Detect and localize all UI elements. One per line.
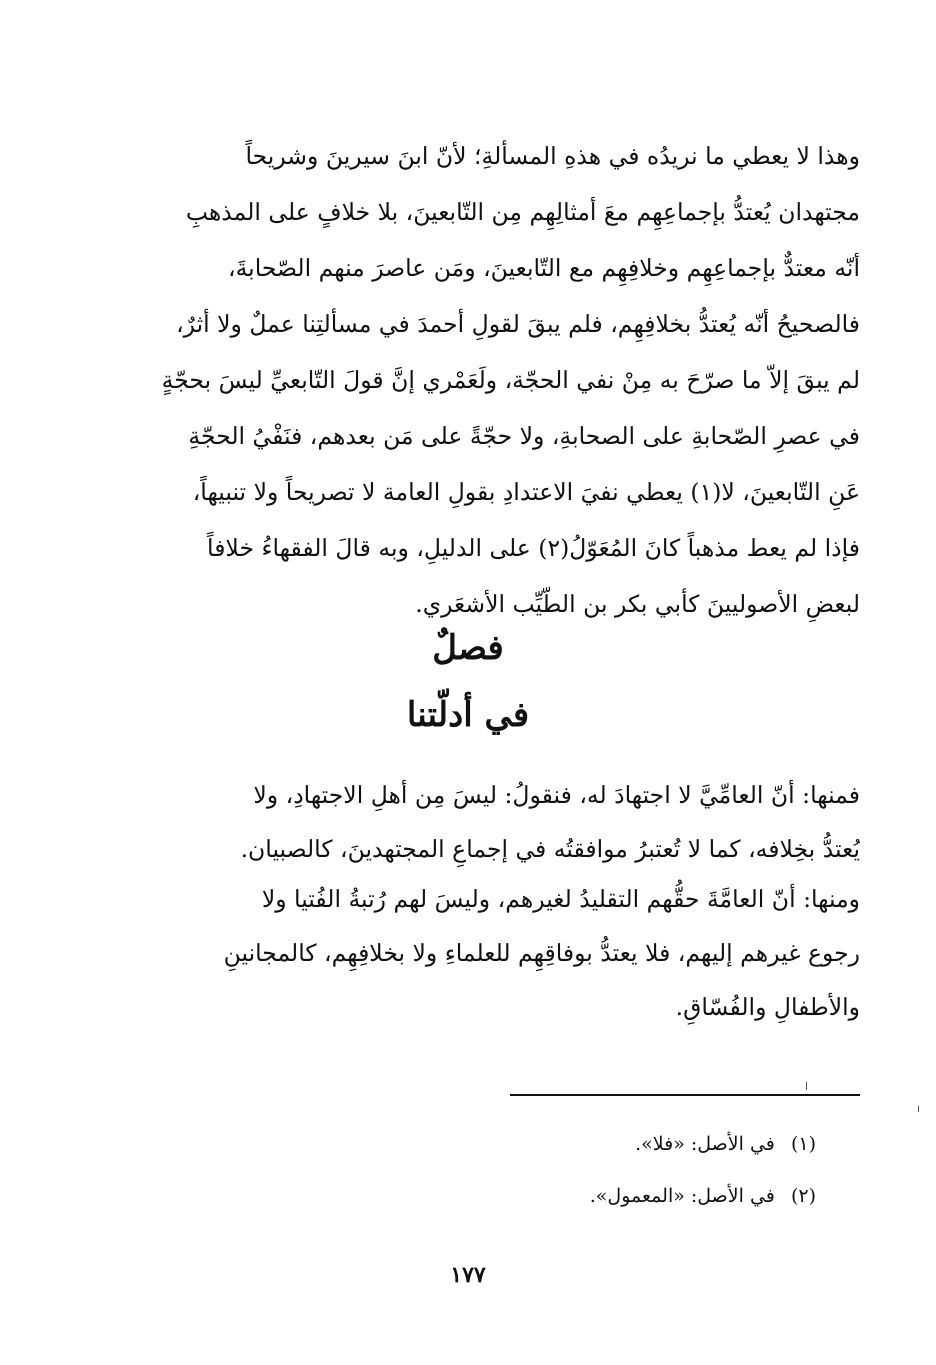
text-line: رجوع غيرهم إليهم، فلا يعتدُّ بوفاقِهِم للعلماءِ ولا بخلافِهِم، كالمجانينِ [223,939,860,967]
text-line: ومنها: أنّ العامَّةَ حقُّهم التقليدُ لغيرهم، وليسَ لهم رُتبةُ الفُتيا ولا [261,885,860,913]
intro-paragraph [75,128,860,632]
footnote-number: (٢) [790,1185,816,1207]
scan-speck [918,1106,919,1112]
text-line: في عصرِ الصّحابةِ على الصحابةِ، ولا حجّةً على مَن بعدهم، فنَفْيُ الحجّةِ [188,422,860,450]
section-subheading: في أدلّتنا [406,695,530,735]
footnote-text: في الأصل: «المعمول». [589,1185,775,1207]
argument-paragraph-2 [75,872,860,1034]
text-line: عَنِ التّابعينَ، لا(١) يعطي نفيَ الاعتدادِ بقولِ العامة لا تصريحاً ولا تنبيهاً، [192,478,860,506]
section-heading: فصلٌ [432,628,504,668]
text-line: أنّه معتدٌّ بإجماعِهِم وخلافِهِم مع التّابعينَ، ومَن عاصرَ منهم الصّحابةَ، [228,254,860,282]
text-line: فإذا لم يعط مذهباً كانَ المُعَوّلُ(٢) على الدليلِ، وبه قالَ الفقهاءُ خلافاً [207,534,860,562]
text-line: فالصحيحُ أنّه يُعتدُّ بخلافِهِم، فلم يبقَ لقولِ أحمدَ في مسألتِنا عملٌ ولا أثرٌ، [176,310,860,338]
scan-speck [806,1082,807,1090]
footnote-number: (١) [790,1133,816,1155]
footnote-item [590,1118,816,1170]
footnote-text: في الأصل: «فلا». [635,1133,775,1155]
argument-paragraph-1 [75,768,860,876]
text-line: يُعتدُّ بخِلافه، كما لا تُعتبرُ موافقتُه في إجماعِ المجتهدينَ، كالصبيان. [240,835,860,863]
page-number: ١٧٧ [450,1262,486,1288]
text-line: لبعضِ الأصوليينَ كأبي بكر بن الطّيِّب الأشعَري. [415,590,860,618]
text-line: وهذا لا يعطي ما نريدُه في هذهِ المسألةِ؛ لأنّ ابنَ سيرينَ وشريحاً [245,142,860,170]
footnote-divider [510,1094,860,1096]
text-line: والأطفالِ والفُسّاقِ. [675,993,860,1021]
text-line: لم يبقَ إلاّ ما صرّحَ به مِنْ نفي الحجّة، ولَعَمْري إنَّ قولَ التّابعيِّ ليسَ بحجّةٍ [161,366,860,394]
text-line: مجتهدان يُعتدُّ بإجماعِهِم معَ أمثالِهِم مِن التّابعينَ، بلا خلافٍ على المذهبِ [185,198,860,226]
footnote-item [590,1170,816,1222]
text-line: فمنها: أنّ العامِّيَّ لا اجتهادَ له، فنقولُ: ليسَ مِن أهلِ الاجتهادِ، ولا [253,781,860,809]
footnotes-list [590,1118,816,1222]
